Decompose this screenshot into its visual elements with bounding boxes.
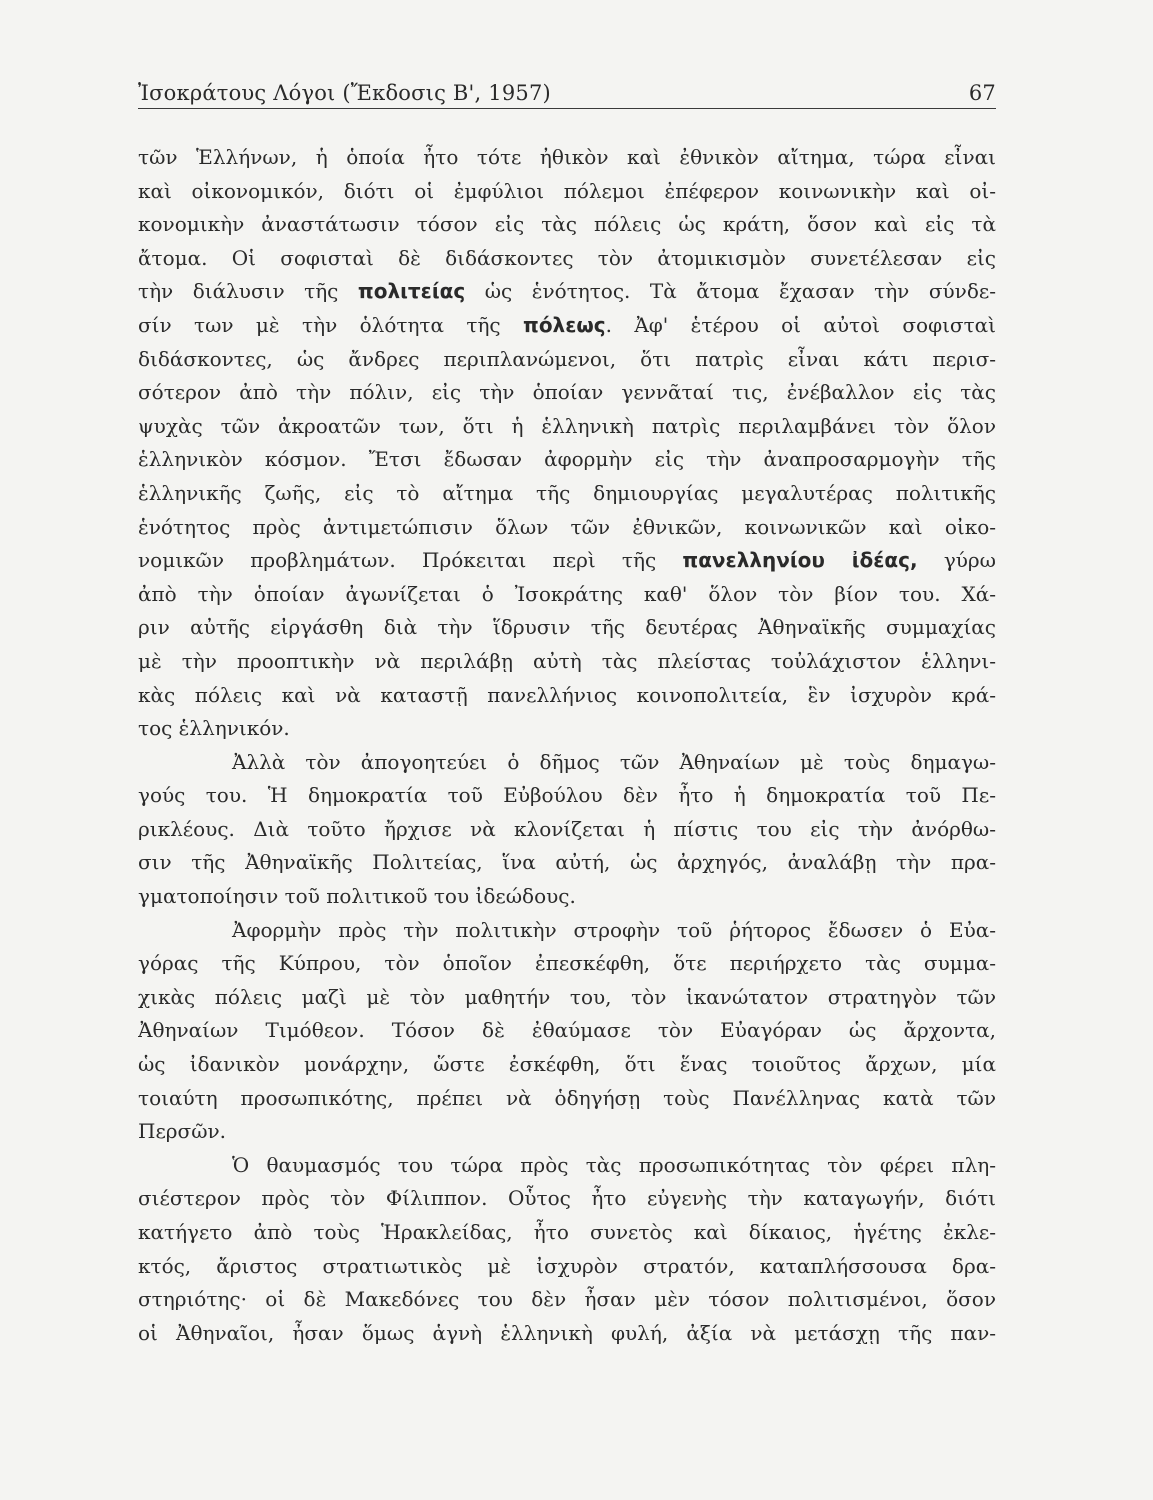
text-line: Ἀθηναίων Τιμόθεον. Τόσον δὲ ἐθαύμασε τὸν Εὐαγόραν ὡς ἄρχοντα,: [138, 1018, 996, 1043]
text-line: ἑλληνικῆς ζωῆς, εἰς τὸ αἴτημα τῆς δημιουργίας μεγαλυτέρας πολιτικῆς: [138, 480, 996, 505]
text-line: διδάσκοντες, ὡς ἄνδρες περιπλανώμενοι, ὅτι πατρὶς εἶναι κάτι περισ-: [138, 346, 996, 371]
text-line: τοιαύτη προσωπικότης, πρέπει νὰ ὁδηγήσῃ τοὺς Πανέλληνας κατὰ τῶν: [138, 1085, 996, 1110]
emphasis-politeias: πολιτείας: [357, 279, 466, 304]
text-line: ἑνότητος πρὸς ἀντιμετώπισιν ὅλων τῶν ἐθνικῶν, κοινωνικῶν καὶ οἰκο-: [138, 514, 996, 539]
text-line: νομικῶν προβλημάτων. Πρόκειται περὶ τῆς πανελληνίου ἰδέας, γύρω: [138, 548, 996, 573]
text-line: κατήγετο ἀπὸ τοὺς Ἡρακλείδας, ἦτο συνετὸς καὶ δίκαιος, ἡγέτης ἐκλε-: [138, 1220, 996, 1244]
text-line: γματοποίησιν τοῦ πολιτικοῦ του ἰδεώδους.: [138, 884, 576, 909]
text-line: χικὰς πόλεις μαζὶ μὲ τὸν μαθητήν του, τὸν ἱκανώτατον στρατηγὸν τῶν: [138, 984, 996, 1009]
emphasis-panellinios-idea: πανελληνίου ἰδέας,: [682, 548, 918, 573]
text-line: ρικλέους. Διὰ τοῦτο ἤρχισε νὰ κλονίζεται ἡ πίστις του εἰς τὴν ἀνόρθω-: [138, 816, 996, 841]
text-line: οἱ Ἀθηναῖοι, ἦσαν ὅμως ἁγνὴ ἑλληνικὴ φυλή, ἀξία νὰ μετάσχῃ τῆς παν-: [138, 1320, 996, 1345]
text-line: ψυχὰς τῶν ἀκροατῶν των, ὅτι ἡ ἑλληνικὴ πατρὶς περιλαμβάνει τὸν ὅλον: [138, 413, 996, 438]
text-line: Ἀλλὰ τὸν ἀπογοητεύει ὁ δῆμος τῶν Ἀθηναίων μὲ τοὺς δημαγω-: [232, 749, 996, 774]
text-line: Ὁ θαυμασμός του τώρα πρὸς τὰς προσωπικότητας τὸν φέρει πλη-: [232, 1152, 996, 1177]
text-line: γούς του. Ἡ δημοκρατία τοῦ Εὐβούλου δὲν ἦτο ἡ δημοκρατία τοῦ Πε-: [138, 783, 996, 808]
text-line: κτός, ἄριστος στρατιωτικὸς μὲ ἰσχυρὸν στρατόν, καταπλήσσουσα δρα-: [138, 1253, 996, 1278]
running-title: Ἰσοκράτους Λόγοι (Ἔκδοσις Β', 1957): [138, 81, 551, 105]
text-line: μὲ τὴν προοπτικὴν νὰ περιλάβῃ αὐτὴ τὰς πλείστας τοὐλάχιστον ἑλληνι-: [138, 648, 996, 673]
running-header: [138, 78, 996, 108]
text-line: τὴν διάλυσιν τῆς πολιτείας ὡς ἑνότητος. Τὰ ἄτομα ἔχασαν τὴν σύνδε-: [138, 279, 996, 304]
text-line: κὰς πόλεις καὶ νὰ καταστῇ πανελλήνιος κοινοπολιτεία, ἓν ἰσχυρὸν κρά-: [138, 682, 996, 707]
text-line: τος ἑλληνικόν.: [138, 716, 290, 741]
text-line: ἀπὸ τὴν ὁποίαν ἀγωνίζεται ὁ Ἰσοκράτης καθ' ὅλον τὸν βίον του. Χά-: [138, 581, 996, 606]
text-line: καὶ οἰκονομικόν, διότι οἱ ἐμφύλιοι πόλεμοι ἐπέφερον κοινωνικὴν καὶ οἰ-: [138, 178, 996, 203]
body-text: [138, 141, 996, 1350]
text-line: ἑλληνικὸν κόσμον. Ἔτσι ἔδωσαν ἀφορμὴν εἰς τὴν ἀναπροσαρμογὴν τῆς: [138, 447, 996, 472]
text-line: κονομικὴν ἀναστάτωσιν τόσον εἰς τὰς πόλεις ὡς κράτη, ὅσον καὶ εἰς τὰ: [138, 212, 996, 237]
text-line: σιέστερον πρὸς τὸν Φίλιππον. Οὗτος ἦτο εὐγενὴς τὴν καταγωγήν, διότι: [138, 1186, 996, 1211]
text-line: σότερον ἀπὸ τὴν πόλιν, εἰς τὴν ὁποίαν γεννᾶταί τις, ἐνέβαλλον εἰς τὰς: [138, 380, 996, 405]
header-rule: [138, 108, 996, 109]
text-line: τῶν Ἑλλήνων, ἡ ὁποία ἦτο τότε ἠθικὸν καὶ ἐθνικὸν αἴτημα, τώρα εἶναι: [138, 145, 996, 169]
text-line: σίν των μὲ τὴν ὁλότητα τῆς πόλεως. Ἀφ' ἑτέρου οἱ αὐτοὶ σοφισταὶ: [138, 312, 996, 337]
emphasis-poleos: πόλεως: [523, 312, 606, 337]
text-line: σιν τῆς Ἀθηναϊκῆς Πολιτείας, ἵνα αὐτή, ὡς ἀρχηγός, ἀναλάβῃ τὴν πρα-: [138, 850, 996, 875]
text-line: Ἀφορμὴν πρὸς τὴν πολιτικὴν στροφὴν τοῦ ῥήτορος ἔδωσεν ὁ Εὐα-: [232, 917, 996, 942]
text-line: στηριότης· οἱ δὲ Μακεδόνες του δὲν ἦσαν μὲν τόσον πολιτισμένοι, ὅσον: [138, 1287, 996, 1312]
text-line: Περσῶν.: [138, 1119, 227, 1144]
page-number: 67: [968, 81, 996, 105]
text-line: γόρας τῆς Κύπρου, τὸν ὁποῖον ἐπεσκέφθη, ὅτε περιήρχετο τὰς συμμα-: [138, 951, 996, 976]
text-line: ριν αὐτῆς εἰργάσθη διὰ τὴν ἵδρυσιν τῆς δευτέρας Ἀθηναϊκῆς συμμαχίας: [138, 615, 996, 640]
text-line: ὡς ἰδανικὸν μονάρχην, ὥστε ἐσκέφθη, ὅτι ἕνας τοιοῦτος ἄρχων, μία: [138, 1052, 996, 1077]
text-line: ἄτομα. Οἱ σοφισταὶ δὲ διδάσκοντες τὸν ἀτομικισμὸν συνετέλεσαν εἰς: [138, 245, 996, 270]
